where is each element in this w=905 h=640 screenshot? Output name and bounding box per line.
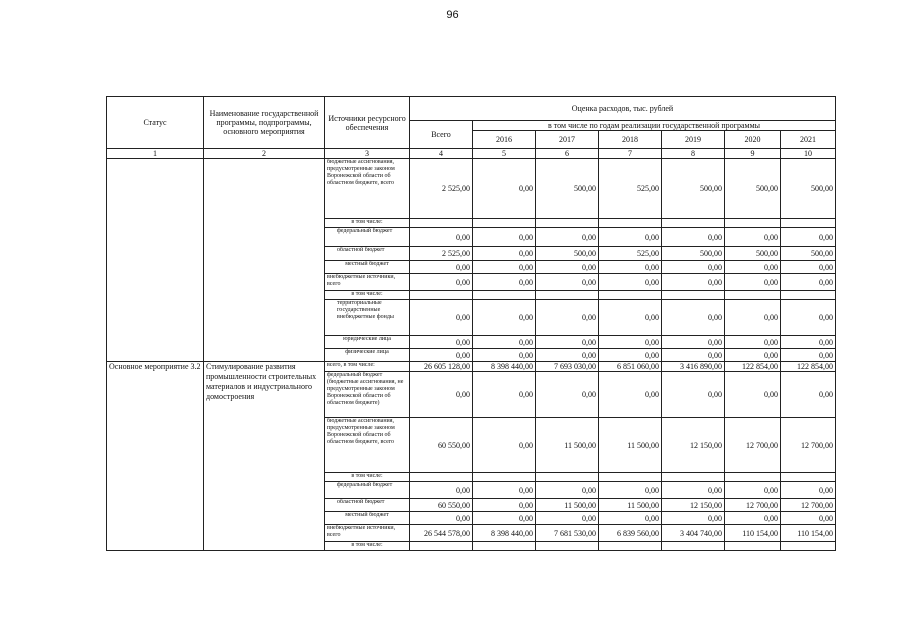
value-cell: 0,00 [473,482,536,499]
value-cell: 0,00 [473,300,536,336]
name-cell [204,159,325,362]
source-cell: внебюджетные источники, всего [325,525,410,542]
value-cell: 0,00 [536,261,599,274]
value-cell: 6 851 060,00 [599,362,662,372]
value-cell: 500,00 [662,247,725,261]
header-year: 2021 [781,131,836,149]
value-cell [781,542,836,551]
value-cell: 0,00 [410,261,473,274]
col-number: 9 [725,149,781,159]
value-cell: 0,00 [410,372,473,418]
value-cell: 0,00 [781,349,836,362]
value-cell [536,219,599,228]
source-cell: областной бюджет [325,247,410,261]
table-row [107,159,836,219]
header-year: 2018 [599,131,662,149]
value-cell: 2 525,00 [410,247,473,261]
value-cell: 0,00 [781,261,836,274]
value-cell: 0,00 [781,228,836,247]
value-cell [473,473,536,482]
col-number: 7 [599,149,662,159]
source-cell: всего, в том числе: [325,362,410,372]
value-cell: 0,00 [536,512,599,525]
value-cell: 0,00 [473,261,536,274]
value-cell: 12 700,00 [781,418,836,473]
value-cell: 60 550,00 [410,418,473,473]
value-cell: 0,00 [662,512,725,525]
value-cell: 2 525,00 [410,159,473,219]
value-cell: 0,00 [536,274,599,291]
value-cell: 500,00 [781,247,836,261]
value-cell: 525,00 [599,247,662,261]
value-cell [662,291,725,300]
value-cell: 0,00 [410,512,473,525]
value-cell [725,542,781,551]
source-cell: федеральный бюджет (бюджетные ассигнования, не предусмотренные законом Воронежской области об областном бюджете) [325,372,410,418]
value-cell: 11 500,00 [599,418,662,473]
value-cell: 500,00 [781,159,836,219]
value-cell [781,219,836,228]
value-cell: 12 150,00 [662,499,725,512]
source-cell: бюджетные ассигнования, предусмотренные законом Воронежской области об областном бюджете, всего [325,159,410,219]
value-cell: 12 700,00 [725,418,781,473]
value-cell: 12 700,00 [725,499,781,512]
value-cell [662,473,725,482]
col-number: 2 [204,149,325,159]
col-number: 8 [662,149,725,159]
value-cell: 11 500,00 [536,418,599,473]
value-cell: 0,00 [662,336,725,349]
value-cell: 0,00 [725,482,781,499]
value-cell: 0,00 [473,349,536,362]
value-cell: 0,00 [410,228,473,247]
source-cell: областной бюджет [325,499,410,512]
value-cell: 3 416 890,00 [662,362,725,372]
source-cell: территориальные государственные внебюджетные фонды [325,300,410,336]
value-cell: 26 544 578,00 [410,525,473,542]
value-cell: 0,00 [781,482,836,499]
value-cell [599,473,662,482]
source-cell: в том числе: [325,542,410,551]
col-number: 1 [107,149,204,159]
value-cell: 110 154,00 [781,525,836,542]
value-cell: 0,00 [662,349,725,362]
value-cell: 0,00 [473,274,536,291]
col-number: 5 [473,149,536,159]
col-number: 4 [410,149,473,159]
source-cell: федеральный бюджет [325,228,410,247]
value-cell: 0,00 [536,349,599,362]
value-cell: 0,00 [599,336,662,349]
value-cell: 0,00 [473,247,536,261]
value-cell: 7 681 530,00 [536,525,599,542]
value-cell [599,291,662,300]
col-number: 3 [325,149,410,159]
value-cell [662,219,725,228]
value-cell [473,542,536,551]
value-cell: 0,00 [599,482,662,499]
value-cell: 7 693 030,00 [536,362,599,372]
header-year: 2016 [473,131,536,149]
source-cell: в том числе: [325,219,410,228]
value-cell [410,473,473,482]
table-row [107,362,836,372]
value-cell [599,219,662,228]
col-number: 6 [536,149,599,159]
value-cell [536,473,599,482]
value-cell: 0,00 [662,300,725,336]
col-number: 10 [781,149,836,159]
value-cell: 0,00 [410,349,473,362]
value-cell: 0,00 [599,372,662,418]
value-cell: 0,00 [725,300,781,336]
value-cell [781,291,836,300]
value-cell: 0,00 [599,512,662,525]
value-cell [599,542,662,551]
value-cell: 525,00 [599,159,662,219]
value-cell: 0,00 [662,274,725,291]
table-body [107,159,836,551]
value-cell [536,291,599,300]
value-cell [536,542,599,551]
value-cell [410,542,473,551]
value-cell: 0,00 [536,372,599,418]
source-cell: местный бюджет [325,261,410,274]
value-cell: 8 398 440,00 [473,362,536,372]
value-cell [410,291,473,300]
value-cell: 0,00 [473,228,536,247]
value-cell: 122 854,00 [725,362,781,372]
value-cell [662,542,725,551]
value-cell: 0,00 [410,336,473,349]
value-cell: 0,00 [725,349,781,362]
page-number: 96 [446,9,459,21]
value-cell: 0,00 [781,512,836,525]
value-cell: 0,00 [536,336,599,349]
value-cell: 500,00 [725,159,781,219]
value-cell: 0,00 [781,274,836,291]
value-cell: 0,00 [473,499,536,512]
value-cell: 0,00 [536,482,599,499]
value-cell: 12 150,00 [662,418,725,473]
value-cell: 8 398 440,00 [473,525,536,542]
header-year: 2019 [662,131,725,149]
value-cell: 3 404 740,00 [662,525,725,542]
value-cell: 0,00 [599,261,662,274]
value-cell: 0,00 [599,274,662,291]
value-cell: 6 839 560,00 [599,525,662,542]
value-cell: 0,00 [599,349,662,362]
header-sources: Источники ресурсного обеспечения [325,97,410,149]
value-cell: 0,00 [725,336,781,349]
source-cell: внебюджетные источники, всего [325,274,410,291]
header-name: Наименование государственной программы, подпрограммы, основного мероприятия [204,97,325,149]
value-cell: 0,00 [725,274,781,291]
value-cell: 0,00 [781,336,836,349]
value-cell: 500,00 [725,247,781,261]
value-cell: 0,00 [725,512,781,525]
value-cell: 0,00 [599,300,662,336]
source-cell: юридические лица [325,336,410,349]
value-cell: 122 854,00 [781,362,836,372]
value-cell: 500,00 [536,247,599,261]
value-cell: 500,00 [662,159,725,219]
source-cell: местный бюджет [325,512,410,525]
value-cell: 0,00 [662,372,725,418]
value-cell: 0,00 [662,261,725,274]
header-estimate: Оценка расходов, тыс. рублей [410,97,836,121]
value-cell: 500,00 [536,159,599,219]
header-by-years: в том числе по годам реализации государственной программы [473,121,836,131]
value-cell [725,219,781,228]
value-cell [473,219,536,228]
status-cell: Основное мероприятие 3.2 [107,362,204,551]
value-cell: 0,00 [536,300,599,336]
value-cell: 11 500,00 [599,499,662,512]
value-cell: 0,00 [473,512,536,525]
header-status: Статус [107,97,204,149]
value-cell: 110 154,00 [725,525,781,542]
value-cell: 0,00 [473,159,536,219]
header-year: 2020 [725,131,781,149]
value-cell: 0,00 [473,336,536,349]
value-cell [473,291,536,300]
value-cell: 0,00 [662,228,725,247]
value-cell: 60 550,00 [410,499,473,512]
source-cell: физические лица [325,349,410,362]
value-cell: 0,00 [725,228,781,247]
source-cell: в том числе: [325,473,410,482]
value-cell: 26 605 128,00 [410,362,473,372]
value-cell: 0,00 [781,300,836,336]
value-cell [410,219,473,228]
value-cell: 12 700,00 [781,499,836,512]
source-cell: федеральный бюджет [325,482,410,499]
status-cell [107,159,204,362]
value-cell: 0,00 [410,300,473,336]
value-cell: 11 500,00 [536,499,599,512]
value-cell: 0,00 [781,372,836,418]
expenditure-table [106,96,836,551]
value-cell: 0,00 [410,482,473,499]
header-total: Всего [410,121,473,149]
value-cell: 0,00 [410,274,473,291]
value-cell: 0,00 [536,228,599,247]
value-cell: 0,00 [662,482,725,499]
header-year: 2017 [536,131,599,149]
value-cell [725,291,781,300]
source-cell: в том числе: [325,291,410,300]
value-cell: 0,00 [599,228,662,247]
value-cell: 0,00 [473,418,536,473]
name-cell: Стимулирование развития промышленности строительных материалов и индустриального домостроения [204,362,325,551]
value-cell: 0,00 [473,372,536,418]
value-cell: 0,00 [725,372,781,418]
value-cell [725,473,781,482]
source-cell: бюджетные ассигнования, предусмотренные законом Воронежской области об областном бюджете, всего [325,418,410,473]
value-cell: 0,00 [725,261,781,274]
value-cell [781,473,836,482]
